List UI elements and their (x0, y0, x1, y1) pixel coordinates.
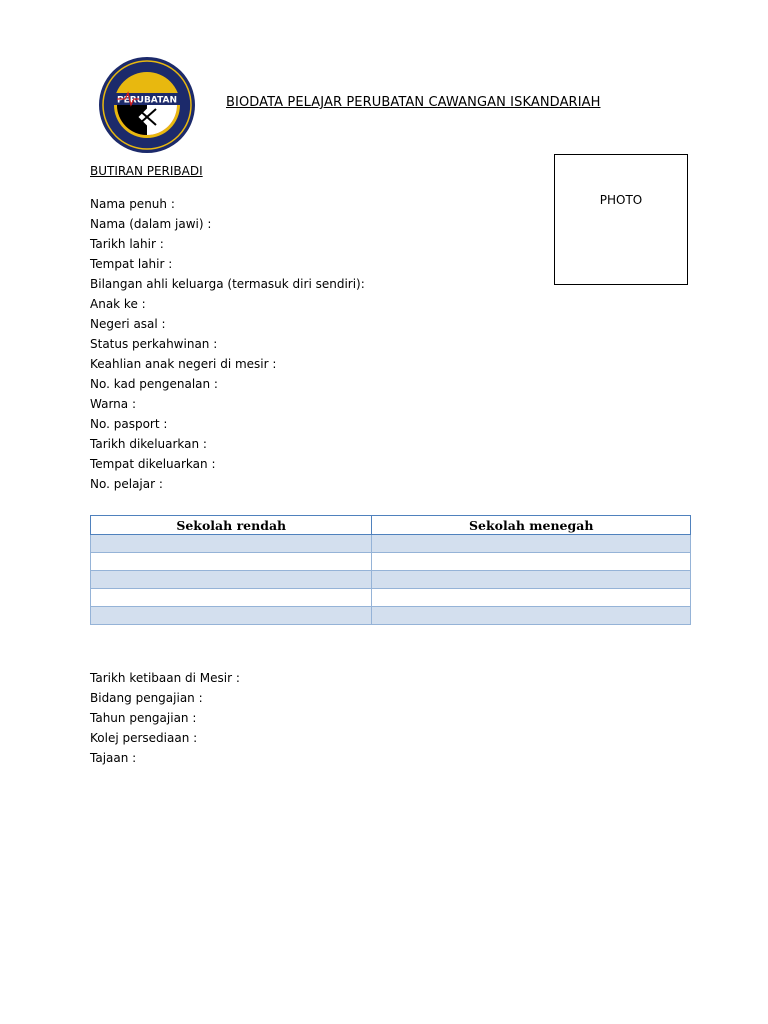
field-label: Keahlian anak negeri di mesir : (90, 357, 277, 371)
personal-fields-list (90, 196, 365, 496)
table-row (91, 535, 691, 553)
table-row (91, 607, 691, 625)
field-label: No. kad pengenalan : (90, 377, 218, 391)
field-label: Tempat dikeluarkan : (90, 457, 216, 471)
field-label: Tempat lahir : (90, 257, 173, 271)
field-label: Tarikh ketibaan di Mesir : (90, 671, 240, 685)
field-label: Warna : (90, 397, 136, 411)
table-cell[interactable] (372, 571, 691, 589)
table-cell[interactable] (372, 607, 691, 625)
table-cell[interactable] (372, 589, 691, 607)
table-row (91, 589, 691, 607)
field-label: Negeri asal : (90, 317, 166, 331)
field-label: Bidang pengajian : (90, 691, 203, 705)
schools-table (90, 515, 691, 625)
perubatan-logo (97, 55, 197, 155)
field-label: No. pasport : (90, 417, 168, 431)
field-label: Nama penuh : (90, 197, 175, 211)
field-label: Tahun pengajian : (90, 711, 197, 725)
table-cell[interactable] (372, 553, 691, 571)
table-header-row (91, 516, 691, 535)
study-fields-list (90, 670, 240, 770)
field-label: No. pelajar : (90, 477, 163, 491)
table-cell[interactable] (91, 535, 372, 553)
field-label: Tarikh dikeluarkan : (90, 437, 207, 451)
field-label: Bilangan ahli keluarga (termasuk diri sendiri): (90, 277, 365, 291)
field-label: Nama (dalam jawi) : (90, 217, 212, 231)
table-cell[interactable] (91, 553, 372, 571)
header-primary-school: Sekolah rendah (91, 516, 372, 535)
field-label: Tarikh lahir : (90, 237, 164, 251)
table-cell[interactable] (372, 535, 691, 553)
field-label: Kolej persediaan : (90, 731, 198, 745)
field-label: Tajaan : (90, 751, 137, 765)
photo-label: PHOTO (599, 193, 643, 207)
table-cell[interactable] (91, 589, 372, 607)
table-cell[interactable] (91, 571, 372, 589)
svg-text:PERUBATAN: PERUBATAN (116, 95, 178, 106)
table-row (91, 571, 691, 589)
photo-box (554, 154, 688, 285)
document-title: BIODATA PELAJAR PERUBATAN CAWANGAN ISKANDARIAH (226, 95, 601, 110)
field-label: Anak ke : (90, 297, 146, 311)
header-secondary-school: Sekolah menegah (372, 516, 691, 535)
table-row (91, 553, 691, 571)
personal-details-heading: BUTIRAN PERIBADI (90, 164, 203, 178)
field-label: Status perkahwinan : (90, 337, 218, 351)
table-cell[interactable] (91, 607, 372, 625)
